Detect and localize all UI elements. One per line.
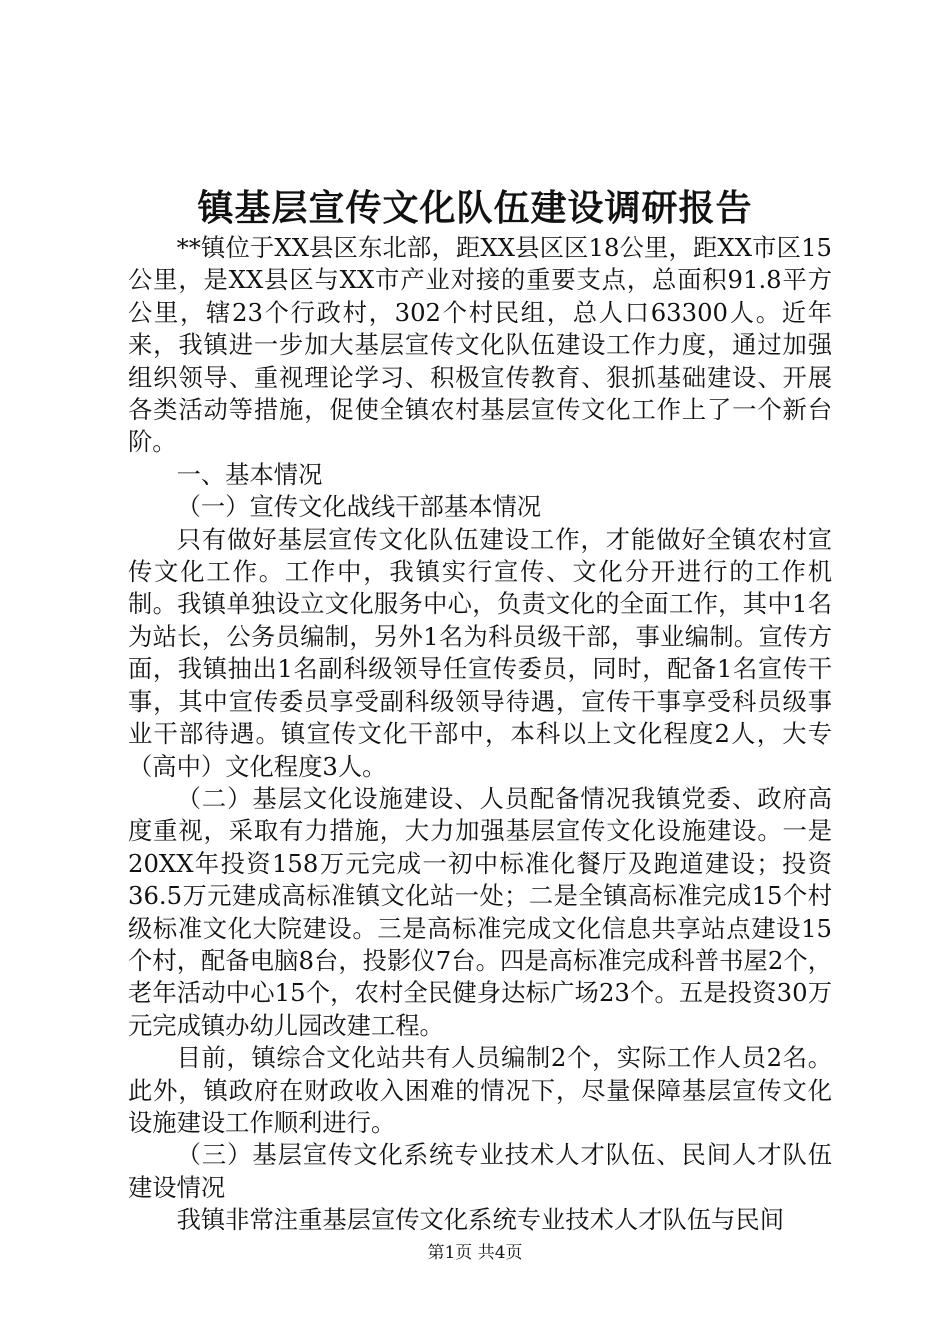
paragraph-current-staff: 目前，镇综合文化站共有人员编制2个，实际工作人员2名。此外，镇政府在财政收入困难的情况下，尽量保障基层宣传文化设施建设工作顺利进行。 — [128, 1043, 832, 1137]
paragraph-facilities: （二）基层文化设施建设、人员配备情况我镇党委、政府高度重视，采取有力措施，大力加强基层宣传文化设施建设。一是20XX年投资158万元完成一初中标准化餐厅及跑道建设；投资36.5万元建成高标准镇文化站一处；二是全镇高标准完成15个村级标准文化大院建设。三是高标准完成文化信息共享站点建设15个村，配备电脑8台，投影仪7台。四是高标准完成科普书屋2个，老年活动中心15个，农村全民健身达标广场23个。五是投资30万元完成镇办幼儿园改建工程。 — [128, 783, 832, 1040]
paragraph-intro: **镇位于XX县区东北部，距XX县区区18公里，距XX市区15公里，是XX县区与XX市产业对接的重要支点，总面积91.8平方公里，辖23个行政村，302个村民组，总人口63300人。近年来，我镇进一步加大基层宣传文化队伍建设工作力度，通过加强组织领导、重视理论学习、积极宣传教育、狠抓基础建设、开展各类活动等措施，促使全镇农村基层宣传文化工作上了一个新台阶。 — [128, 233, 832, 457]
subsection-heading-1: （一）宣传文化战线干部基本情况 — [176, 492, 542, 522]
document-body — [128, 232, 832, 1237]
page-footer: 第1页 共4页 — [427, 1243, 523, 1263]
section-heading-basic: 一、基本情况 — [176, 459, 323, 489]
paragraph-talent: 我镇非常注重基层宣传文化系统专业技术人才队伍与民间 — [176, 1205, 785, 1235]
paragraph-cadres: 只有做好基层宣传文化队伍建设工作，才能做好全镇农村宣传文化工作。工作中，我镇实行宣传、文化分开进行的工作机制。我镇单独设立文化服务中心，负责文化的全面工作，其中1名为站长，公务员编制，另外1名为科员级干部，事业编制。宣传方面，我镇抽出1名副科级领导任宣传委员，同时，配备1名宣传干事，其中宣传委员享受副科级领导待遇，宣传干事享受科员级事业干部待遇。镇宣传文化干部中，本科以上文化程度2人，大专（高中）文化程度3人。 — [128, 524, 832, 781]
subsection-heading-3: （三）基层宣传文化系统专业技术人才队伍、民间人才队伍建设情况 — [128, 1140, 832, 1202]
page-title: 镇基层宣传文化队伍建设调研报告 — [197, 187, 753, 229]
